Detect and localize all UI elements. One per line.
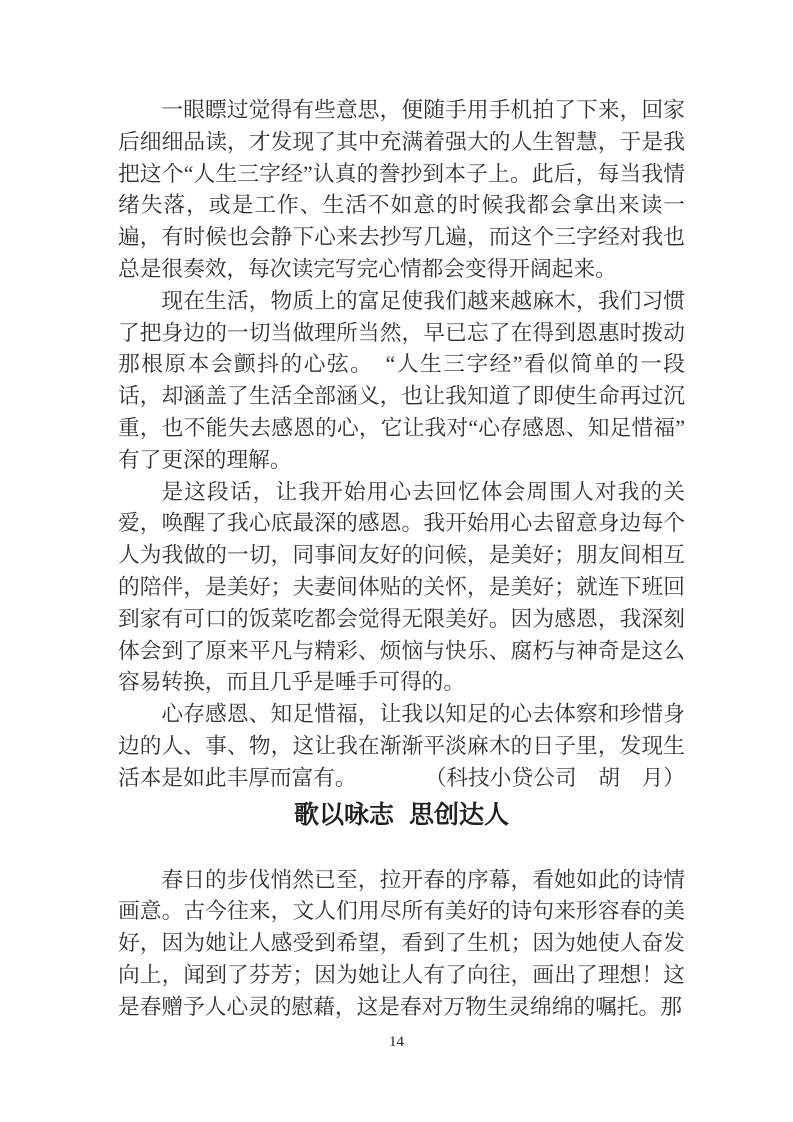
page-number: 14 — [389, 1034, 404, 1050]
section-heading: 歌以咏志 思创达人 — [294, 800, 509, 829]
paragraph: 春日的步伐悄然已至，拉开春的序幕，看她如此的诗情画意。古今往来，文人们用尽所有美好的诗句来形容春的美好，因为她让人感受到希望，看到了生机；因为她使人奋发向上，闻到了芬芳；因为她让人有了向往，画出了理想！这是春赠予人心灵的慰藉，这是春对万物生灵绵绵的嘱托。那 — [118, 867, 685, 1019]
paragraph — [118, 699, 685, 794]
attribution: （科技小贷公司 胡 月） — [424, 765, 685, 790]
paragraph: 现在生活，物质上的富足使我们越来越麻木，我们习惯了把身边的一切当做理所当然，早已忘了在得到恩惠时拨动那根原本会颤抖的心弦。 “人生三字经”看似简单的一段话，却涵盖了生活全部涵义，也让我知道了即使生命再过沉重，也不能失去感恩的心，它让我对“心存感恩、知足惜福”有了更深的理解。 — [118, 288, 685, 472]
paragraph: 是这段话，让我开始用心去回忆体会周围人对我的关爱，唤醒了我心底最深的感恩。我开始用心去留意身边每个人为我做的一切，同事间友好的问候，是美好；朋友间相互的陪伴，是美好；夫妻间体贴的关怀，是美好；就连下班回到家有可口的饭菜吃都会觉得无限美好。因为感恩，我深刻体会到了原来平凡与精彩、烦恼与快乐、腐朽与神奇是这么容易转换，而且几乎是唾手可得的。 — [118, 479, 685, 695]
text-block — [118, 95, 685, 1024]
paragraph: 一眼瞟过觉得有些意思，便随手用手机拍了下来，回家后细细品读，才发现了其中充满着强大的人生智慧，于是我把这个“人生三字经”认真的誊抄到本子上。此后，每当我情绪失落，或是工作、生活不如意的时候我都会拿出来读一遍，有时候也会静下心来去抄写几遍，而这个三字经对我也总是很奏效，每次读完写完心情都会变得开阔起来。 — [118, 98, 685, 281]
paragraph-text: 心存感恩、知足惜福，让我以知足的心去体察和珍惜身边的人、事、物，这让我在渐渐平淡麻木的日子里，发现生活本是如此丰厚而富有。 — [118, 702, 685, 790]
